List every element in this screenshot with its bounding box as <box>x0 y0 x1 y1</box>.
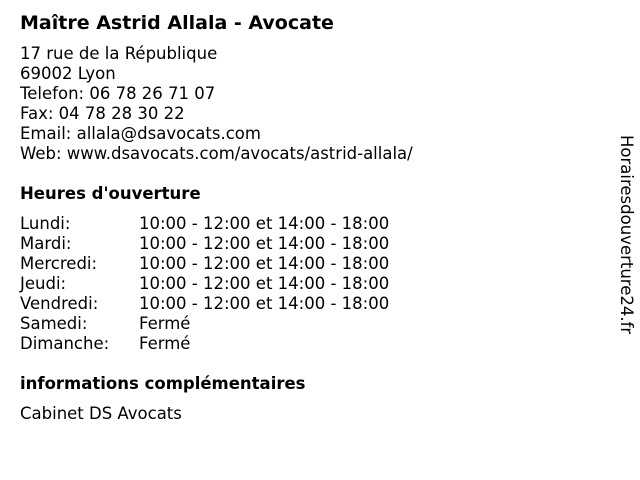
day-label: Jeudi: <box>20 274 67 293</box>
time-value: Fermé <box>139 314 191 333</box>
day-label: Samedi: <box>20 314 88 333</box>
time-value: 10:00 - 12:00 et 14:00 - 18:00 <box>139 234 390 253</box>
watermark-text: Horairesdouverture24.fr <box>617 135 636 335</box>
city: 69002 Lyon <box>20 64 116 83</box>
additional-info-heading: informations complémentaires <box>20 374 306 393</box>
time-value: 10:00 - 12:00 et 14:00 - 18:00 <box>139 274 390 293</box>
opening-hours-heading: Heures d'ouverture <box>20 184 201 203</box>
day-label: Vendredi: <box>20 294 99 313</box>
day-label: Dimanche: <box>20 334 110 353</box>
watermark <box>614 135 638 345</box>
hours-row-friday <box>20 294 389 314</box>
email-address: Email: allala@dsavocats.com <box>20 124 261 143</box>
time-value: Fermé <box>139 334 191 353</box>
hours-row-monday <box>20 214 389 234</box>
time-value: 10:00 - 12:00 et 14:00 - 18:00 <box>139 294 390 313</box>
street-address: 17 rue de la République <box>20 44 218 63</box>
hours-row-thursday <box>20 274 389 294</box>
website: Web: www.dsavocats.com/avocats/astrid-allala/ <box>20 144 413 163</box>
day-label: Mercredi: <box>20 254 98 273</box>
day-label: Mardi: <box>20 234 72 253</box>
time-value: 10:00 - 12:00 et 14:00 - 18:00 <box>139 214 390 233</box>
opening-hours-table <box>20 214 389 354</box>
hours-row-tuesday <box>20 234 389 254</box>
hours-row-saturday <box>20 314 389 334</box>
fax-number: Fax: 04 78 28 30 22 <box>20 104 185 123</box>
address-block <box>20 44 413 164</box>
phone-number: Telefon: 06 78 26 71 07 <box>20 84 216 103</box>
day-label: Lundi: <box>20 214 71 233</box>
page-title: Maître Astrid Allala - Avocate <box>20 12 334 34</box>
additional-info-text: Cabinet DS Avocats <box>20 404 182 423</box>
hours-row-wednesday <box>20 254 389 274</box>
hours-row-sunday <box>20 334 389 354</box>
time-value: 10:00 - 12:00 et 14:00 - 18:00 <box>139 254 390 273</box>
